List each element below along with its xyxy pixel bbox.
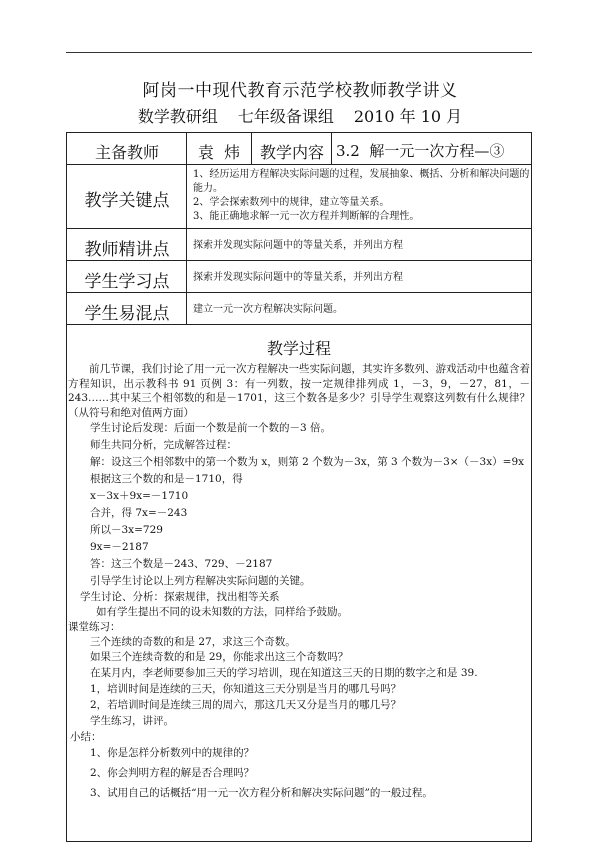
study-label: 学生学习点 xyxy=(84,272,170,292)
process-line: x－3x＋9x=－1710 xyxy=(90,490,189,502)
row-divider xyxy=(66,228,532,229)
page-title: 阿岗一中现代教育示范学校教师教学讲义 xyxy=(142,81,458,101)
group-name: 数学教研组 xyxy=(137,107,218,126)
lecture-text: 探索并发现实际问题中的等量关系，并列出方程 xyxy=(193,240,403,251)
key-point-item: 2、学会探索数列中的规律，建立等量关系。 xyxy=(193,197,390,208)
study-text: 探索并发现实际问题中的等量关系，并列出方程 xyxy=(193,272,403,283)
lecture-label: 教师精讲点 xyxy=(84,240,170,260)
key-points-label: 教学关键点 xyxy=(84,191,170,211)
process-line: 解：设这三个相邻数中的第一个数为 x，则第 2 个数为－3x，第 3 个数为－3×（－3x）=9x xyxy=(90,456,525,468)
process-line: 9x=－2187 xyxy=(90,541,149,553)
process-line: 1，培训时间是连续的三天，你知道这三天分别是当月的哪几号吗？ xyxy=(90,683,402,695)
process-line: 三个连续的奇数的和是 27，求这三个奇数。 xyxy=(90,636,296,648)
confusion-label: 学生易混点 xyxy=(84,304,170,324)
lead-teacher-label: 主备教师 xyxy=(94,143,159,162)
process-line: 答：这三个数是－243、729、－2187 xyxy=(90,558,273,570)
top-rule xyxy=(66,52,532,53)
process-line: 学生讨论、分析：探索规律，找出相等关系 xyxy=(80,591,280,603)
process-line: 所以－3x=729 xyxy=(90,524,163,536)
process-line: 引导学生讨论以上列方程解决实际问题的关键。 xyxy=(90,575,311,587)
process-line: 学生练习，讲评。 xyxy=(90,715,174,727)
row-divider xyxy=(66,260,532,261)
confusion-text: 建立一元一次方程解决实际问题。 xyxy=(193,304,343,315)
process-line: 2，若培训时间是连续三周的周六，那这几天又分是当月的哪几号？ xyxy=(90,699,402,711)
grade-group: 七年级备课组 xyxy=(237,107,334,126)
lead-teacher-name: 袁 炜 xyxy=(197,143,241,162)
key-point-item: 1、经历运用方程解决实际问题的过程，发展抽象、概括、分析和解决问题的能力。 xyxy=(193,169,530,194)
process-line: 2、你会判明方程的解是否合理吗？ xyxy=(90,767,255,779)
process-line: 1、你是怎样分析数列中的规律的？ xyxy=(90,747,255,759)
key-point-item: 3、能正确地求解一元一次方程并判断解的合理性。 xyxy=(193,211,420,222)
content-value: 3.2 解一元一次方程—③ xyxy=(336,142,505,160)
process-line: 如有学生提出不同的设未知数的方法，同样给予鼓励。 xyxy=(96,606,348,618)
process-line: 课堂练习： xyxy=(68,621,121,633)
row-divider xyxy=(66,292,532,293)
process-line: 学生讨论后发现：后面一个数是前一个数的－3 倍。 xyxy=(90,422,332,434)
process-line: 在某月内，李老师要参加三天的学习培训，现在知道这三天的日期的数字之和是 39. xyxy=(90,667,478,679)
col-divider xyxy=(331,132,332,164)
process-title: 教学过程 xyxy=(266,339,331,358)
process-line: 小结： xyxy=(70,731,102,743)
process-line: 合并，得 7x=－243 xyxy=(90,507,188,519)
row-divider xyxy=(66,324,532,325)
col-divider xyxy=(251,132,252,164)
process-line: 师生共同分析，完成解答过程： xyxy=(90,439,237,451)
page-subtitle xyxy=(0,104,600,127)
key-points xyxy=(193,168,531,224)
process-line: 根据这三个数的和是－1710，得 xyxy=(90,473,243,485)
process-intro: 前几节课，我们讨论了用一元一次方程解决一些实际问题，其实许多数列、游戏活动中也蕴含着方程知识，出示教科书 91 页例 3：有一列数，按一定规律排列成 1，－3，9，－27，81，－243……其中某三个相邻数的和是－1701，这三个数各是多少？引导学生观察这列数有什么规律？（从符号和绝对值两方面） xyxy=(68,363,530,419)
row-divider xyxy=(66,164,532,165)
content-label: 教学内容 xyxy=(259,143,324,162)
process-line: 3、试用自己的话概括“用一元一次方程分析和解决实际问题”的一般过程。 xyxy=(90,787,433,799)
date: 2010 年 10 月 xyxy=(353,107,463,126)
process-line: 如果三个连续奇数的和是 29，你能求出这三个奇数吗？ xyxy=(90,651,349,663)
